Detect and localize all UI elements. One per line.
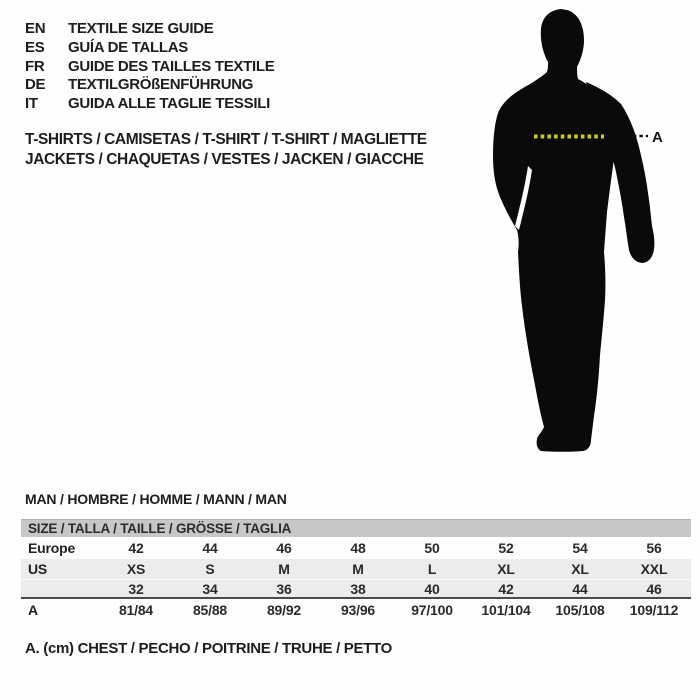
size-value-cell: 42 <box>469 580 543 599</box>
language-code: EN <box>25 20 46 37</box>
size-value-cell: XL <box>543 559 617 580</box>
language-row <box>25 95 274 114</box>
size-value-cell: 44 <box>202 540 218 556</box>
section-title-man: MAN / HOMBRE / HOMME / MANN / MAN <box>25 491 287 507</box>
size-value-cell: 109/112 <box>617 598 691 621</box>
language-guide-title: GUIDA ALLE TAGLIE TESSILI <box>68 95 270 113</box>
garment-categories <box>25 130 427 170</box>
measurement-label-a: A <box>652 129 663 146</box>
language-row <box>25 58 274 77</box>
size-value-cell: XXL <box>617 559 691 580</box>
language-row <box>25 76 274 95</box>
size-row-label: US <box>21 559 99 580</box>
size-value-cell: 46 <box>276 540 292 556</box>
size-row-label: A <box>21 598 99 621</box>
size-value-cell: 38 <box>321 580 395 599</box>
size-value-cell: 81/84 <box>99 598 173 621</box>
size-value-cell: 56 <box>646 540 662 556</box>
size-value-cell: 46 <box>617 580 691 599</box>
language-row <box>25 20 274 39</box>
size-value-cell: XS <box>99 559 173 580</box>
language-title-list <box>25 20 274 114</box>
language-row <box>25 39 274 58</box>
size-value-cell: 40 <box>395 580 469 599</box>
size-value-cell: XL <box>469 559 543 580</box>
size-table <box>21 519 691 621</box>
size-value-cell: M <box>247 559 321 580</box>
size-table-row <box>21 580 691 599</box>
size-table-row <box>21 598 691 621</box>
size-value-cell: 105/108 <box>543 598 617 621</box>
size-table-row <box>21 537 691 559</box>
language-code: IT <box>25 95 38 113</box>
size-value-cell: 97/100 <box>395 598 469 621</box>
language-code: ES <box>25 38 45 56</box>
language-guide-title: GUÍA DE TALLAS <box>68 38 188 56</box>
garment-line-tshirts: T-SHIRTS / CAMISETAS / T-SHIRT / T-SHIRT / MAGLIETTE <box>25 131 427 148</box>
size-value-cell: 34 <box>173 580 247 599</box>
size-table-header: SIZE / TALLA / TAILLE / GRÖSSE / TAGLIA <box>21 520 691 538</box>
size-value-cell: M <box>321 559 395 580</box>
size-value-cell: 93/96 <box>321 598 395 621</box>
size-value-cell: 48 <box>350 540 366 556</box>
size-value-cell: 36 <box>247 580 321 599</box>
measurement-footnote: A. (cm) CHEST / PECHO / POITRINE / TRUHE / PETTO <box>25 640 393 657</box>
man-silhouette-figure <box>440 0 700 470</box>
language-guide-title: TEXTILE SIZE GUIDE <box>68 20 214 37</box>
garment-line-jackets: JACKETS / CHAQUETAS / VESTES / JACKEN / GIACCHE <box>25 151 424 168</box>
size-value-cell: 89/92 <box>247 598 321 621</box>
size-value-cell: 52 <box>498 540 514 556</box>
size-value-cell: 101/104 <box>469 598 543 621</box>
size-value-cell: 85/88 <box>173 598 247 621</box>
size-value-cell: 54 <box>572 540 588 556</box>
size-table-row <box>21 559 691 580</box>
size-value-cell: 50 <box>424 540 440 556</box>
language-guide-title: GUIDE DES TAILLES TEXTILE <box>68 57 275 75</box>
size-row-label <box>21 580 99 599</box>
size-value-cell: 32 <box>99 580 173 599</box>
size-value-cell: S <box>173 559 247 580</box>
language-code: FR <box>25 57 45 75</box>
size-value-cell: 44 <box>543 580 617 599</box>
size-value-cell: 42 <box>128 540 144 556</box>
size-table-header-row <box>21 520 691 538</box>
language-guide-title: TEXTILGRÖßENFÜHRUNG <box>68 76 254 94</box>
man-silhouette <box>493 9 618 452</box>
size-value-cell: L <box>395 559 469 580</box>
size-row-label: Europe <box>28 540 76 556</box>
language-code: DE <box>25 76 46 94</box>
